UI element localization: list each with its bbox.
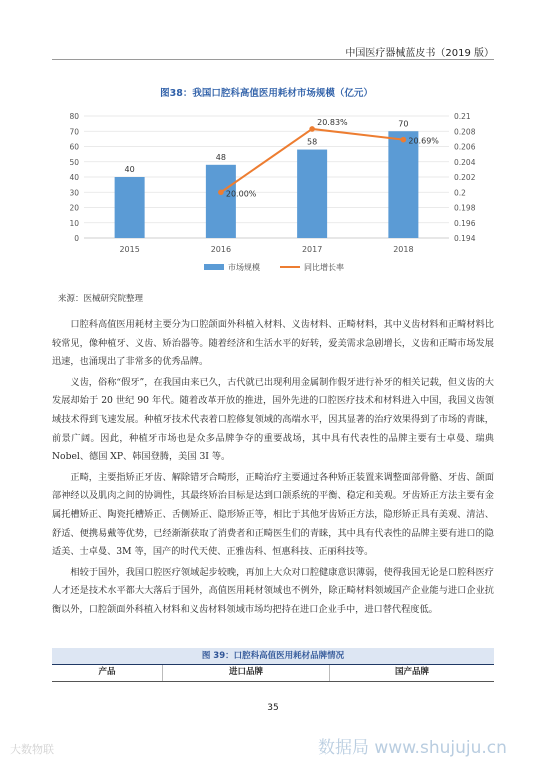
table-header-product: 产品 — [98, 667, 116, 677]
watermark-right: 数据局 www.shujuju.cn — [318, 738, 507, 758]
brand-table-title: 图 39：口腔科高值医用耗材品牌情况 — [52, 648, 494, 664]
x-axis-tick-label: 2015 — [119, 245, 140, 254]
right-axis-tick-label: 0.204 — [454, 157, 476, 167]
growth-rate-point — [309, 126, 315, 132]
right-axis-tick-label: 0.194 — [454, 234, 476, 243]
bar-value-label: 40 — [124, 165, 135, 174]
paragraph-orthodontics: 正畸，主要指矫正牙齿、解除错牙合畸形，正畸治疗主要通过各种矫正装置来调整面部骨骼、牙齿、颌面部神经以及肌肉之间的协调性，其最终矫治目标是达到口颌系统的平衡、稳定和美观。牙齿矫正方法主要有金属托槽矫正、陶瓷托槽矫正、舌侧矫正、隐形矫正等，相比于其他牙齿矫正方法，隐形矫正具有美观、清洁、舒适、便携易戴等优势，已经渐渐获取了消费者和正畸医生们的青睐，其中具有代表性的品牌主要有进口的隐适美、士卓曼、3M 等，国产的时代天使、正雅齿科、恒惠科技、正丽科技等。 — [52, 471, 494, 558]
left-axis-tick-label: 40 — [69, 173, 79, 182]
paragraph-denture: 义齿，俗称“假牙”，在我国由来已久，古代就已出现利用金属制作假牙进行补牙的相关记载，但义齿的大发展却始于 20 世纪 90 年代。随着改革开放的推进，国外先进的口腔医疗技术和材料进入中国，我国义齿领域技术得到飞速发展。种植牙技术代表着口腔修复领域的高端水平，因其显著的治疗效果得到了市场的青睐，前景广阔。因此，种植牙市场也是众多品牌争夺的重要战场，其中具有代表性的品牌主要有士卓曼、瑞典 Nobel、德国 XP、韩国登腾，美国 3I 等。 — [52, 376, 494, 463]
bar — [388, 131, 418, 238]
legend-line-label: 同比增长率 — [304, 263, 344, 272]
left-axis-tick-label: 10 — [69, 218, 79, 228]
bar-value-label: 70 — [398, 119, 409, 129]
left-axis-tick-label: 80 — [69, 112, 79, 121]
bar — [297, 150, 327, 238]
right-axis-tick-label: 0.21 — [454, 112, 471, 121]
left-axis-tick-label: 30 — [69, 188, 79, 198]
right-axis-tick-label: 0.196 — [454, 218, 476, 228]
left-axis-tick-label: 20 — [69, 203, 79, 213]
page-number: 35 — [267, 703, 279, 713]
right-axis-tick-label: 0.2 — [454, 188, 466, 198]
right-axis-tick-label: 0.206 — [454, 142, 476, 152]
legend-bar-swatch — [204, 264, 224, 270]
document-header-title: 中国医疗器械蓝皮书（2019 版） — [345, 48, 494, 59]
table-header-imported-brands: 进口品牌 — [162, 665, 329, 681]
x-axis-tick-label: 2016 — [210, 245, 232, 254]
growth-rate-point — [401, 137, 407, 143]
growth-rate-label: 20.69% — [408, 136, 439, 146]
market-size-chart — [66, 84, 486, 284]
paragraph-overview: 口腔科高值医用耗材主要分为口腔颌面外科植入材料、义齿材料、正畸材料，其中义齿材料和正畸材料比较常见，像种植牙、义齿、矫治器等。随着经济和生活水平的好转，爱美需求急剧增长，义齿和正畸市场发展迅速，也涌现出了非常多的优秀品牌。 — [52, 319, 494, 368]
chart-source: 来源：医械研究院整理 — [58, 294, 144, 304]
right-axis-tick-label: 0.198 — [454, 203, 476, 213]
table-header-domestic-brands: 国产品牌 — [329, 665, 494, 681]
chart-svg — [66, 84, 486, 284]
watermark-left: 大数物联 — [10, 743, 54, 756]
left-axis-tick-label: 70 — [69, 127, 79, 137]
bar-value-label: 58 — [307, 137, 318, 147]
header-rule — [52, 59, 494, 60]
legend-bar-label: 市场规模 — [228, 263, 260, 272]
body-text — [52, 316, 494, 622]
left-axis-tick-label: 50 — [69, 157, 79, 167]
x-axis-tick-label: 2018 — [393, 245, 414, 254]
left-axis-tick-label: 0 — [74, 234, 79, 243]
bar-value-label: 48 — [215, 152, 226, 162]
growth-rate-label: 20.00% — [225, 189, 257, 199]
chart-title: 图38：我国口腔科高值医用耗材市场规模（亿元） — [160, 88, 373, 99]
right-axis-tick-label: 0.202 — [454, 173, 476, 182]
bar — [115, 177, 145, 238]
growth-rate-point — [218, 189, 224, 195]
left-axis-tick-label: 60 — [69, 142, 79, 152]
paragraph-domestic-status: 相较于国外，我国口腔医疗领域起步较晚，再加上大众对口腔健康意识薄弱，使得我国无论是口腔科医疗人才还是技术水平都大大落后于国外，高值医用耗材领域也不例外，除正畸材料领域国产企业能与进口企业抗衡以外，口腔颌面外科植入材料和义齿材料领域市场均把持在进口企业手中，进口替代程度低。 — [52, 566, 494, 615]
brand-table-header — [52, 664, 494, 682]
growth-rate-label: 20.83% — [317, 117, 348, 127]
right-axis-tick-label: 0.208 — [454, 127, 476, 137]
bar — [206, 165, 236, 238]
x-axis-tick-label: 2017 — [301, 245, 323, 254]
